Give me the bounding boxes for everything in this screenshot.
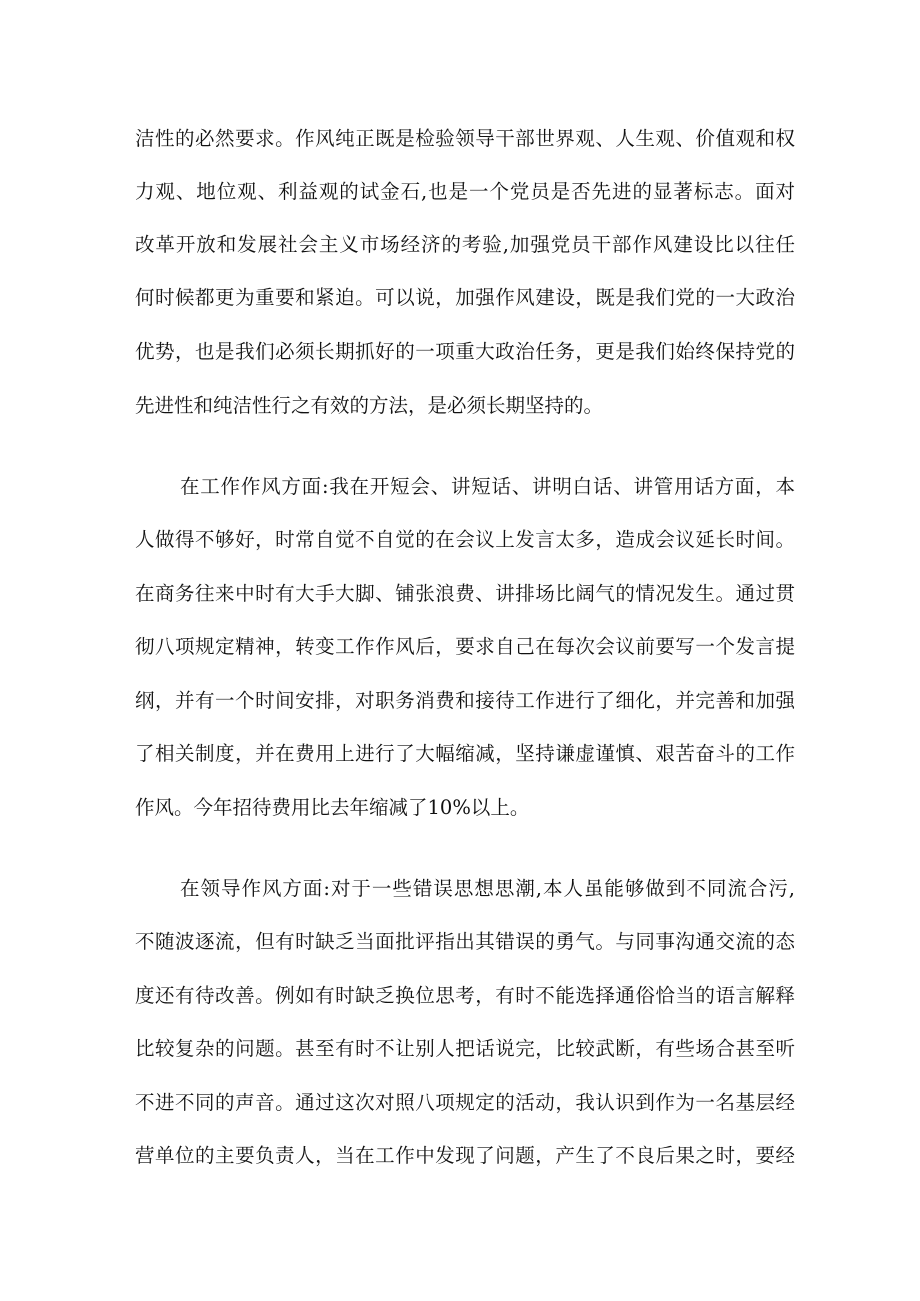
text-line: 营单位的主要负责人，当在工作中发现了问题，产生了不良后果之时，要经 [135, 1144, 795, 1167]
text-line: 在工作作风方面:我在开短会、讲短话、讲明白话、讲管用话方面，本 [180, 475, 795, 498]
text-line: 作风。今年招待费用比去年缩减了10%以上。 [135, 796, 530, 819]
text-line: 在领导作风方面:对于一些错误思想思潮,本人虽能够做到不同流合污, [180, 877, 795, 900]
text-line: 先进性和纯洁性行之有效的方法，是必须长期坚持的。 [135, 394, 604, 417]
text-line: 度还有待改善。例如有时缺乏换位思考，有时不能选择通俗恰当的语言解释 [135, 984, 795, 1007]
text-line: 纲，并有一个时间安排，对职务消费和接待工作进行了细化，并完善和加强 [135, 689, 795, 712]
text-line: 了相关制度，并在费用上进行了大幅缩减，坚持谦虚谨慎、艰苦奋斗的工作 [135, 742, 795, 765]
text-line: 不进不同的声音。通过这次对照八项规定的活动，我认识到作为一名基层经 [135, 1091, 795, 1114]
text-line: 在商务往来中时有大手大脚、铺张浪费、讲排场比阔气的情况发生。通过贯 [135, 582, 795, 605]
text-line: 比较复杂的问题。甚至有时不让别人把话说完，比较武断，有些场合甚至听 [135, 1037, 795, 1060]
text-line: 不随波逐流，但有时缺乏当面批评指出其错误的勇气。与同事沟通交流的态 [135, 930, 795, 953]
text-line: 人做得不够好，时常自觉不自觉的在会议上发言太多，造成会议延长时间。 [135, 528, 795, 551]
text-line: 洁性的必然要求。作风纯正既是检验领导干部世界观、人生观、价值观和权 [135, 127, 795, 150]
text-line: 彻八项规定精神，转变工作作风后，要求自己在每次会议前要写一个发言提 [135, 635, 795, 658]
text-line: 优势，也是我们必须长期抓好的一项重大政治任务，更是我们始终保持党的 [135, 340, 795, 363]
text-line: 力观、地位观、利益观的试金石,也是一个党员是否先进的显著标志。面对 [135, 180, 795, 203]
text-line: 改革开放和发展社会主义市场经济的考验,加强党员干部作风建设比以往任 [135, 233, 795, 256]
text-line: 何时候都更为重要和紧迫。可以说，加强作风建设，既是我们党的一大政治 [135, 286, 795, 309]
